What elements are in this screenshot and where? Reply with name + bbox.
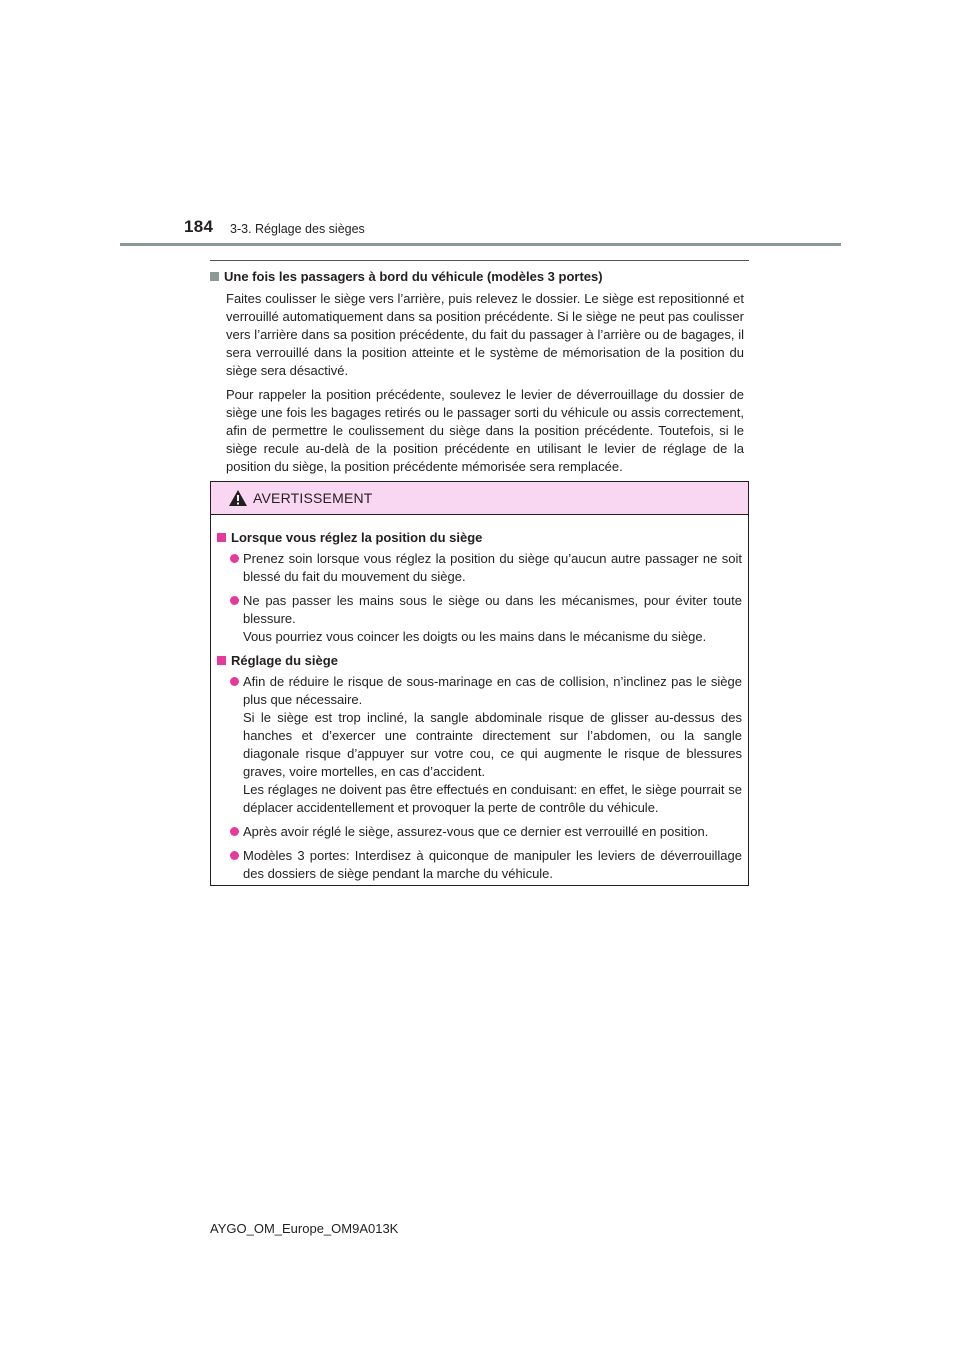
warning-bullet-text: Si le siège est trop incliné, la sangle abdominale risque de glisser au-dessus des hanches et d’exercer une contrainte directement sur l’abdomen, ou la sangle diagonale risque d’appuyer sur votre cou, ce qui augmente le risque de blessures graves, voire mortelles, en cas d’accident. (243, 710, 742, 779)
warning-bullet-text: Vous pourriez vous coincer les doigts ou les mains dans le mécanisme du siège. (243, 629, 707, 644)
warning-bullet (217, 550, 742, 586)
footer-doc-code: AYGO_OM_Europe_OM9A013K (210, 1221, 399, 1236)
warning-section-1-heading (217, 529, 742, 547)
content-top-rule (210, 260, 749, 261)
warning-bullet-text: Afin de réduire le risque de sous-marinage en cas de collision, n’inclinez pas le siège plus que nécessaire. (243, 674, 742, 707)
circle-bullet-icon (230, 677, 239, 686)
warning-body (211, 515, 748, 883)
paragraph-1: Faites coulisser le siège vers l’arrière, puis relevez le dossier. Le siège est repositionné et verrouillé automatiquement dans sa position précédente. Si le siège ne peut pas coulisser vers l’arrière dans sa position précédente, du fait du passager à l’arrière ou de bagages, il sera verrouillé dans la position atteinte et le système de mémorisation de la position du siège sera désactivé. (226, 291, 744, 378)
warning-triangle-icon (228, 489, 248, 507)
warning-bullet-text: Après avoir réglé le siège, assurez-vous que ce dernier est verrouillé en position. (243, 824, 709, 839)
page-number: 184 (184, 217, 214, 236)
warning-bullet (217, 673, 742, 817)
warning-bullet (217, 592, 742, 646)
warning-bullet (217, 823, 742, 841)
warning-bullet-text: Ne pas passer les mains sous le siège ou dans les mécanismes, pour éviter toute blessure. (243, 593, 742, 626)
section-title: 3-3. Réglage des sièges (230, 222, 365, 236)
warning-section-2-heading-text: Réglage du siège (231, 653, 338, 668)
warning-box (210, 481, 749, 886)
subsection-heading (210, 268, 744, 286)
circle-bullet-icon (230, 596, 239, 605)
square-bullet-icon (217, 656, 226, 665)
circle-bullet-icon (230, 554, 239, 563)
circle-bullet-icon (230, 851, 239, 860)
header-rule (120, 243, 841, 246)
square-bullet-icon (217, 533, 226, 542)
circle-bullet-icon (230, 827, 239, 836)
warning-bullet-text: Modèles 3 portes: Interdisez à quiconque de manipuler les leviers de déverrouillage des dossiers de siège pendant la marche du véhicule. (243, 848, 742, 881)
warning-header (211, 482, 748, 515)
warning-bullet-text: Prenez soin lorsque vous réglez la position du siège qu’aucun autre passager ne soit blessé du fait du mouvement du siège. (243, 551, 742, 584)
main-content (210, 268, 744, 482)
subsection-heading-text: Une fois les passagers à bord du véhicule (modèles 3 portes) (224, 269, 603, 284)
warning-section-1-heading-text: Lorsque vous réglez la position du siège (231, 530, 483, 545)
warning-title: AVERTISSEMENT (253, 490, 373, 506)
paragraph-2: Pour rappeler la position précédente, soulevez le levier de déverrouillage du dossier de siège une fois les bagages retirés ou le passager sorti du véhicule ou assis correctement, afin de permettre le coulissement du siège dans la position précédente. Toutefois, si le siège recule au-delà de la position précédente en utilisant le levier de réglage de la position du siège, la position précédente mémorisée sera remplacée. (226, 387, 744, 474)
warning-bullet (217, 847, 742, 883)
warning-bullet-text: Les réglages ne doivent pas être effectués en conduisant: en effet, le siège pourrait se déplacer accidentellement et provoquer la perte de contrôle du véhicule. (243, 782, 742, 815)
square-bullet-icon (210, 272, 219, 281)
warning-section-2-heading (217, 652, 742, 670)
